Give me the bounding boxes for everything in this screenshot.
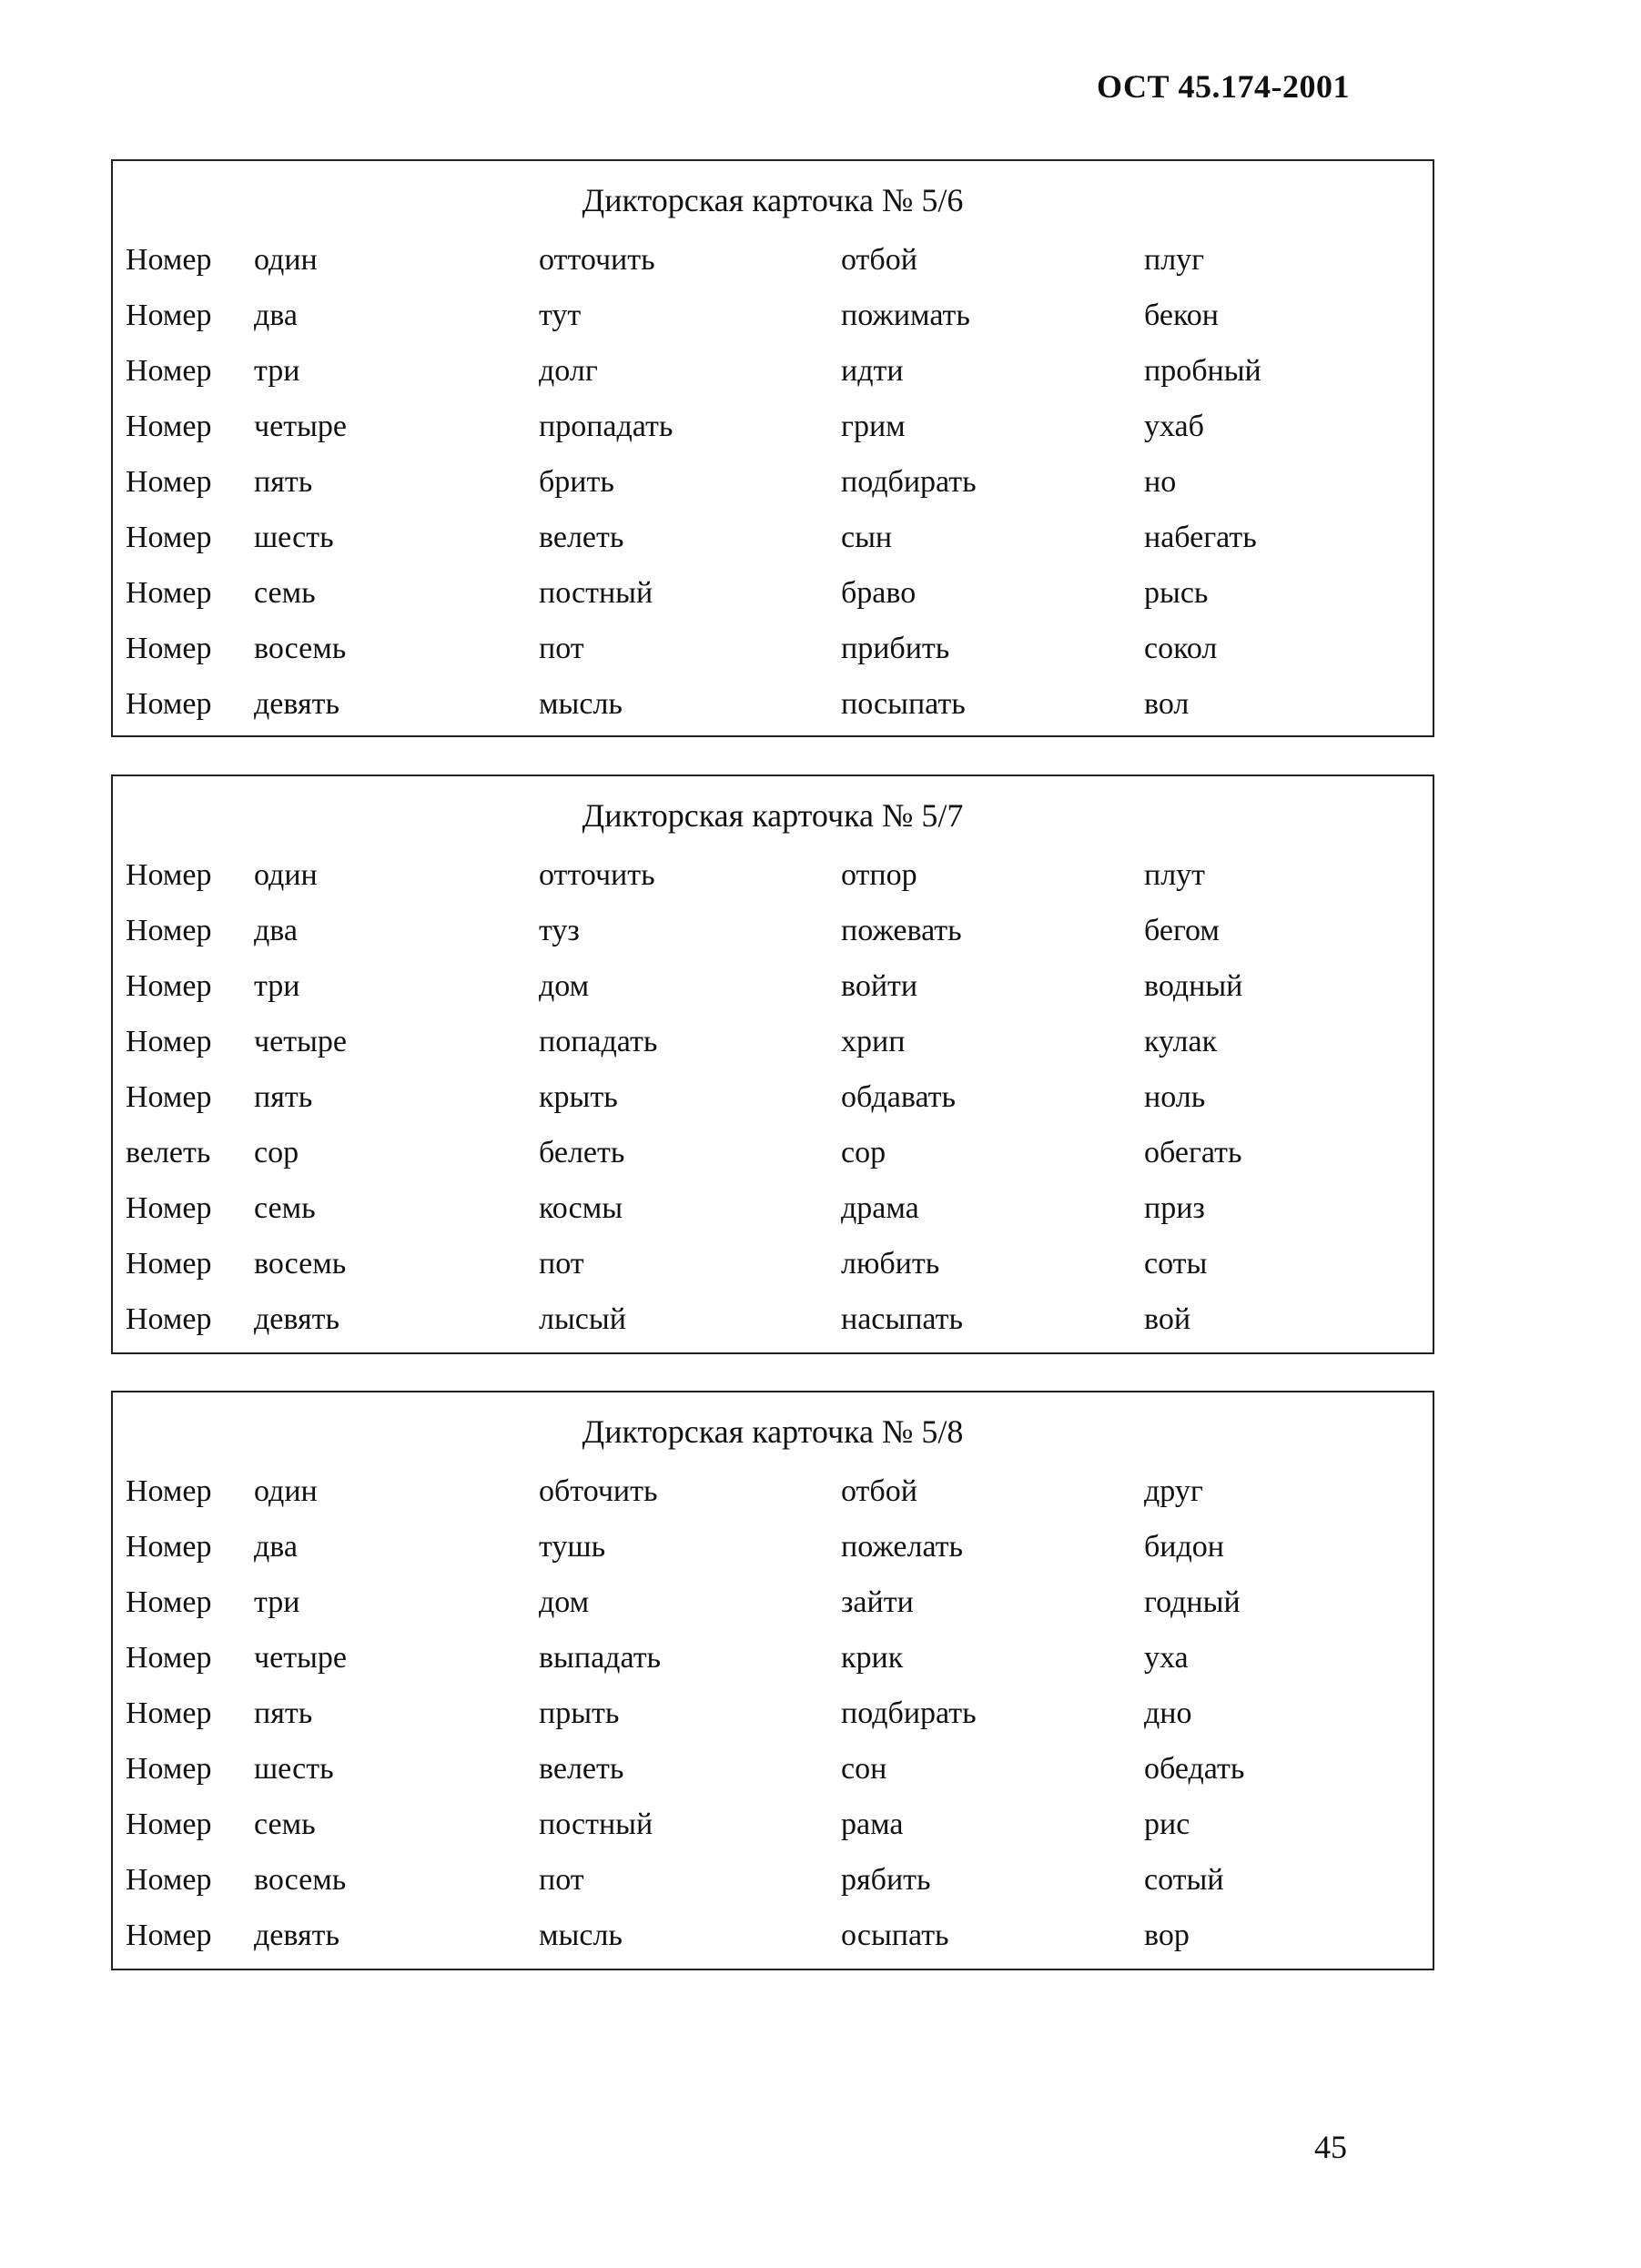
word-cell: обточить	[539, 1474, 658, 1508]
word-cell: друг	[1144, 1474, 1203, 1508]
word-row	[113, 243, 1433, 299]
row-label: Номер	[126, 1919, 212, 1952]
word-cell: пять	[254, 1080, 313, 1114]
word-cell: сор	[841, 1136, 886, 1169]
word-cell: девять	[254, 1302, 339, 1336]
row-label: Номер	[126, 576, 212, 610]
word-cell: насыпать	[841, 1302, 963, 1336]
word-row	[113, 1247, 1433, 1302]
row-label: Номер	[126, 1474, 212, 1508]
word-row	[113, 1919, 1433, 1974]
word-cell: отпор	[841, 858, 917, 892]
row-label: Номер	[126, 858, 212, 892]
row-label: Номер	[126, 1807, 212, 1841]
word-row	[113, 1807, 1433, 1863]
word-cell: сор	[254, 1136, 299, 1169]
word-cell: дно	[1144, 1696, 1192, 1730]
word-cell: четыре	[254, 1025, 347, 1058]
card-rows	[113, 858, 1433, 1358]
row-label: Номер	[126, 299, 212, 332]
row-label: Номер	[126, 969, 212, 1003]
word-row	[113, 1191, 1433, 1247]
word-row	[113, 914, 1433, 969]
word-cell: вор	[1144, 1919, 1190, 1952]
word-cell: отбой	[841, 243, 917, 277]
word-cell: сын	[841, 521, 893, 554]
word-cell: тушь	[539, 1530, 606, 1564]
word-row	[113, 1025, 1433, 1080]
word-cell: драма	[841, 1191, 919, 1225]
row-label: Номер	[126, 465, 212, 499]
word-cell: пожевать	[841, 914, 962, 947]
word-cell: отточить	[539, 858, 655, 892]
word-cell: обегать	[1144, 1136, 1242, 1169]
word-cell: три	[254, 354, 300, 388]
word-cell: плуг	[1144, 243, 1205, 277]
word-cell: семь	[254, 576, 316, 610]
word-row	[113, 1080, 1433, 1136]
word-cell: пот	[539, 1247, 584, 1281]
word-cell: сон	[841, 1752, 887, 1786]
page-number: 45	[1314, 2129, 1347, 2165]
word-row	[113, 687, 1433, 743]
word-cell: бидон	[1144, 1530, 1224, 1564]
word-cell: пять	[254, 465, 313, 499]
word-row	[113, 465, 1433, 521]
word-cell: пот	[539, 632, 584, 665]
row-label: Номер	[126, 1025, 212, 1058]
word-cell: уха	[1144, 1641, 1189, 1675]
word-cell: рысь	[1144, 576, 1209, 610]
word-cell: пропадать	[539, 410, 674, 443]
word-cell: грим	[841, 410, 906, 443]
card-title: Дикторская карточка № 5/8	[582, 1413, 964, 1450]
word-cell: велеть	[539, 521, 624, 554]
word-row	[113, 521, 1433, 576]
word-cell: один	[254, 243, 318, 277]
row-label: Номер	[126, 1302, 212, 1336]
word-cell: два	[254, 914, 298, 947]
row-label: Номер	[126, 1752, 212, 1786]
word-cell: ухаб	[1144, 410, 1204, 443]
word-cell: туз	[539, 914, 580, 947]
word-cell: бекон	[1144, 299, 1219, 332]
word-row	[113, 1696, 1433, 1752]
standard-code: ОСТ 45.174-2001	[1097, 68, 1350, 105]
word-cell: осыпать	[841, 1919, 949, 1952]
word-cell: дом	[539, 969, 590, 1003]
word-cell: крыть	[539, 1080, 618, 1114]
word-cell: лысый	[539, 1302, 626, 1336]
word-cell: пробный	[1144, 354, 1261, 388]
word-row	[113, 410, 1433, 465]
word-cell: подбирать	[841, 465, 977, 499]
word-cell: отбой	[841, 1474, 917, 1508]
word-cell: дом	[539, 1585, 590, 1619]
row-label: Номер	[126, 410, 212, 443]
word-cell: девять	[254, 1919, 339, 1952]
word-cell: мысль	[539, 687, 623, 721]
word-row	[113, 1530, 1433, 1585]
word-cell: мысль	[539, 1919, 623, 1952]
word-cell: набегать	[1144, 521, 1257, 554]
word-cell: три	[254, 1585, 300, 1619]
word-cell: рис	[1144, 1807, 1190, 1841]
word-cell: семь	[254, 1807, 316, 1841]
row-label: Номер	[126, 632, 212, 665]
word-cell: брить	[539, 465, 614, 499]
word-cell: сокол	[1144, 632, 1218, 665]
word-cell: годный	[1144, 1585, 1241, 1619]
row-label: Номер	[126, 1530, 212, 1564]
row-label: Номер	[126, 243, 212, 277]
word-cell: семь	[254, 1191, 316, 1225]
word-cell: восемь	[254, 632, 347, 665]
word-cell: космы	[539, 1191, 623, 1225]
word-cell: шесть	[254, 1752, 334, 1786]
word-cell: бегом	[1144, 914, 1220, 947]
announcer-card-5-8	[111, 1391, 1434, 1970]
word-cell: пожимать	[841, 299, 970, 332]
word-cell: тут	[539, 299, 582, 332]
word-row	[113, 969, 1433, 1025]
word-cell: четыре	[254, 1641, 347, 1675]
word-cell: браво	[841, 576, 917, 610]
word-cell: соты	[1144, 1247, 1208, 1281]
word-cell: один	[254, 1474, 318, 1508]
word-row	[113, 1302, 1433, 1358]
word-cell: войти	[841, 969, 918, 1003]
card-rows	[113, 243, 1433, 743]
word-cell: отточить	[539, 243, 655, 277]
word-cell: пять	[254, 1696, 313, 1730]
row-label: Номер	[126, 354, 212, 388]
word-cell: пожелать	[841, 1530, 964, 1564]
card-title: Дикторская карточка № 5/6	[582, 182, 964, 218]
row-label: велеть	[126, 1136, 211, 1169]
word-cell: любить	[841, 1247, 940, 1281]
word-cell: шесть	[254, 521, 334, 554]
row-label: Номер	[126, 1863, 212, 1897]
word-row	[113, 858, 1433, 914]
word-row	[113, 576, 1433, 632]
word-cell: идти	[841, 354, 904, 388]
word-cell: ноль	[1144, 1080, 1206, 1114]
word-row	[113, 1136, 1433, 1191]
word-cell: обдавать	[841, 1080, 957, 1114]
word-cell: хрип	[841, 1025, 906, 1058]
word-cell: кулак	[1144, 1025, 1218, 1058]
row-label: Номер	[126, 1641, 212, 1675]
row-label: Номер	[126, 1696, 212, 1730]
word-cell: постный	[539, 576, 653, 610]
word-cell: попадать	[539, 1025, 658, 1058]
word-cell: зайти	[841, 1585, 914, 1619]
word-cell: постный	[539, 1807, 653, 1841]
announcer-card-5-7	[111, 775, 1434, 1354]
word-cell: прыть	[539, 1696, 620, 1730]
word-cell: велеть	[539, 1752, 624, 1786]
word-cell: приз	[1144, 1191, 1205, 1225]
word-cell: рама	[841, 1807, 904, 1841]
word-cell: восемь	[254, 1247, 347, 1281]
word-cell: посыпать	[841, 687, 966, 721]
word-row	[113, 299, 1433, 354]
word-cell: один	[254, 858, 318, 892]
word-cell: белеть	[539, 1136, 625, 1169]
row-label: Номер	[126, 1080, 212, 1114]
word-cell: рябить	[841, 1863, 931, 1897]
word-row	[113, 632, 1433, 687]
word-cell: прибить	[841, 632, 950, 665]
word-cell: водный	[1144, 969, 1243, 1003]
word-cell: выпадать	[539, 1641, 662, 1675]
row-label: Номер	[126, 1585, 212, 1619]
row-label: Номер	[126, 687, 212, 721]
word-row	[113, 354, 1433, 410]
word-cell: вой	[1144, 1302, 1191, 1336]
announcer-card-5-6	[111, 159, 1434, 737]
word-cell: сотый	[1144, 1863, 1224, 1897]
word-cell: подбирать	[841, 1696, 977, 1730]
word-cell: пот	[539, 1863, 584, 1897]
row-label: Номер	[126, 1247, 212, 1281]
word-cell: крик	[841, 1641, 904, 1675]
word-cell: но	[1144, 465, 1177, 499]
word-cell: плут	[1144, 858, 1206, 892]
word-cell: девять	[254, 687, 339, 721]
word-cell: восемь	[254, 1863, 347, 1897]
word-row	[113, 1474, 1433, 1530]
row-label: Номер	[126, 914, 212, 947]
word-row	[113, 1585, 1433, 1641]
word-cell: два	[254, 299, 298, 332]
word-cell: три	[254, 969, 300, 1003]
row-label: Номер	[126, 1191, 212, 1225]
word-cell: долг	[539, 354, 598, 388]
row-label: Номер	[126, 521, 212, 554]
word-cell: вол	[1144, 687, 1190, 721]
word-row	[113, 1641, 1433, 1696]
word-row	[113, 1752, 1433, 1807]
word-row	[113, 1863, 1433, 1919]
word-cell: четыре	[254, 410, 347, 443]
card-title: Дикторская карточка № 5/7	[582, 797, 964, 834]
word-cell: два	[254, 1530, 298, 1564]
card-rows	[113, 1474, 1433, 1974]
word-cell: обедать	[1144, 1752, 1245, 1786]
